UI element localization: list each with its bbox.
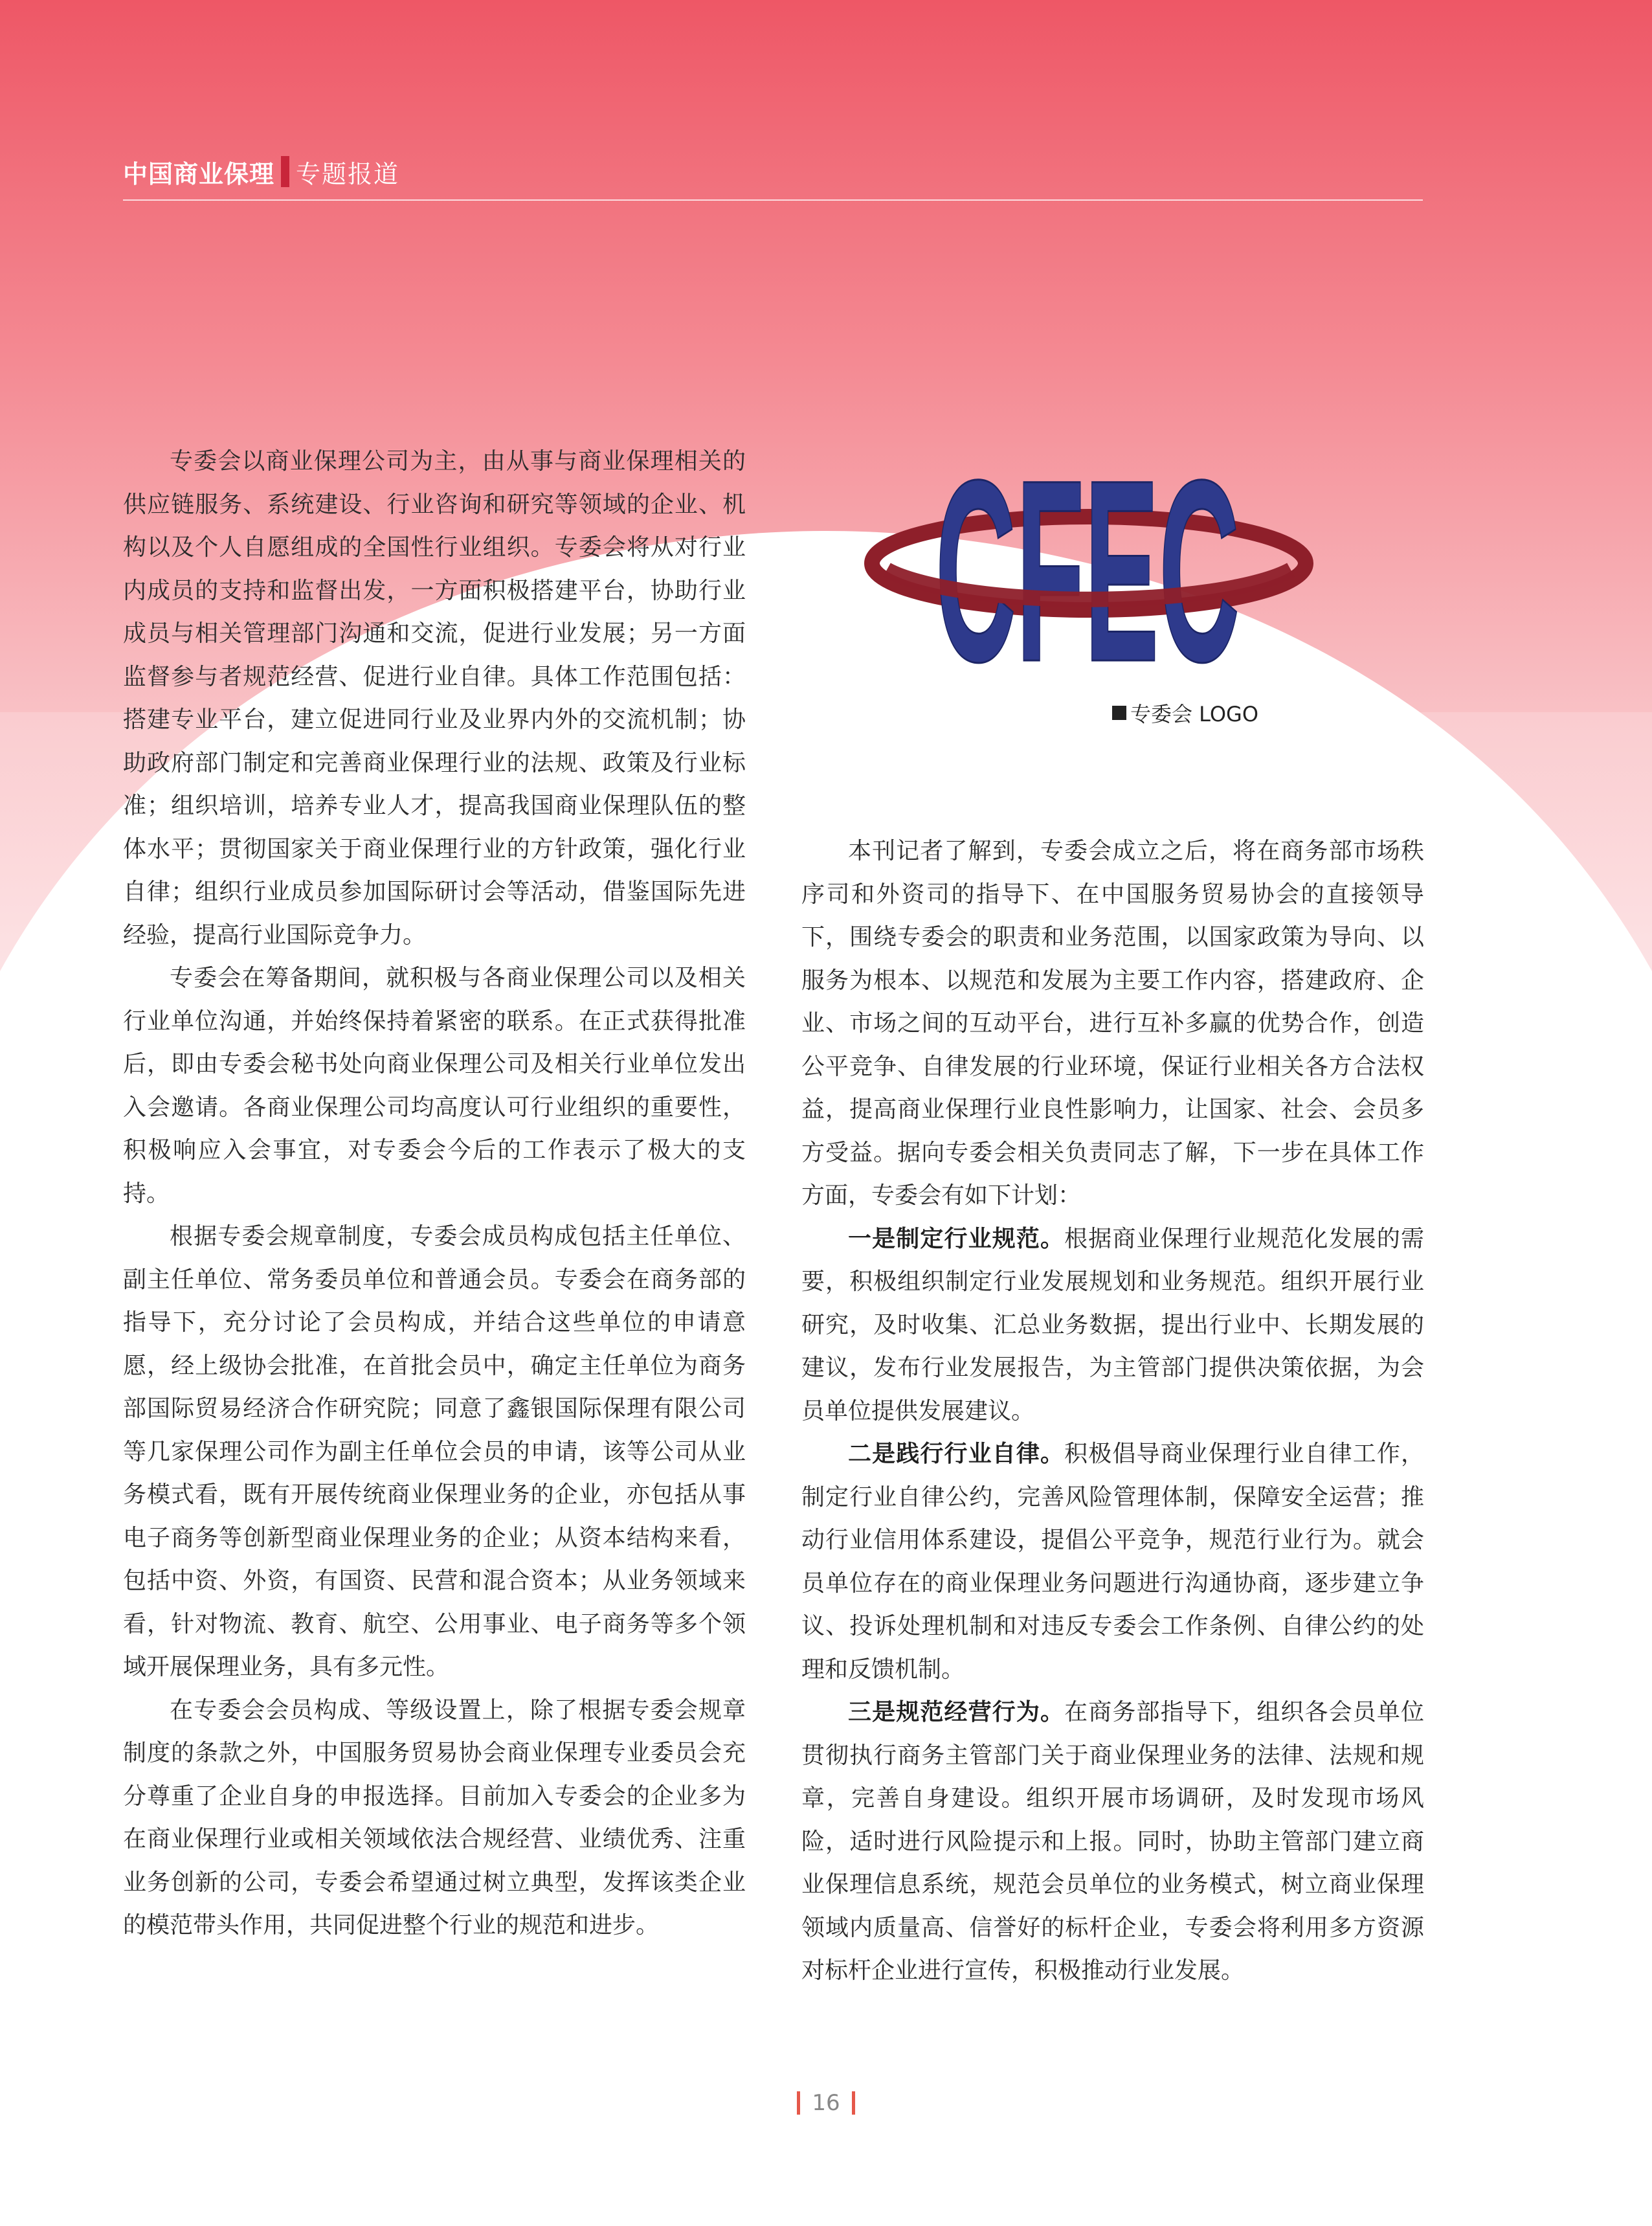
paragraph: 根据专委会规章制度，专委会成员构成包括主任单位、副主任单位、常务委员单位和普通会员。专委会在商务部的指导下，充分讨论了会员构成，并结合这些单位的申请意愿，经上级协会批准，在首批会员中，确定主任单位为商务部国际贸易经济合作研究院；同意了鑫银国际保理有限公司等几家保理公司作为副主任单位会员的申请，该等公司从业务模式看，既有开展传统商业保理业务的企业，亦包括从事电子商务等创新型商业保理业务的企业；从资本结构来看，包括中资、外资，有国资、民营和混合资本；从业务领域来看，针对物流、教育、航空、公用事业、电子商务等多个领域开展保理业务，具有多元性。 xyxy=(123,1223,746,1680)
plan-item-text: 积极倡导商业保理行业自律工作，制定行业自律公约，完善风险管理体制，保障安全运营；推动行业信用体系建设，提倡公平竞争，规范行业行为。就会员单位存在的商业保理业务问题进行沟通协商，逐步建立争议、投诉处理机制和对违反专委会工作条例、自律公约的处理和反馈机制。 xyxy=(801,1441,1424,1683)
paragraph: 在专委会会员构成、等级设置上，除了根据专委会规章制度的条款之外，中国服务贸易协会商业保理专业委员会充分尊重了企业自身的申报选择。目前加入专委会的企业多为在商业保理行业或相关领域依法合规经营、业绩优秀、注重业务创新的公司，专委会希望通过树立典型，发挥该类企业的模范带头作用，共同促进整个行业的规范和进步。 xyxy=(123,1696,746,1939)
logo-lettering: CFEC xyxy=(935,440,1240,686)
page-number-bar-left xyxy=(797,2091,800,2115)
magazine-title: 中国商业保理 xyxy=(123,159,275,188)
left-column xyxy=(123,440,746,1948)
caption-square-icon xyxy=(1112,706,1126,720)
intro-paragraph: 本刊记者了解到，专委会成立之后，将在商务部市场秩序司和外资司的指导下、在中国服务贸易协会的直接领导下，围绕专委会的职责和业务范围，以国家政策为导向、以服务为根本、以规范和发展为主要工作内容，搭建政府、企业、市场之间的互动平台，进行互补多赢的优势合作，创造公平竞争、自律发展的行业环境，保证行业相关各方合法权益，提高商业保理行业良性影响力，让国家、社会、会员多方受益。据向专委会相关负责同志了解，下一步在具体工作方面，专委会有如下计划： xyxy=(801,838,1424,1209)
paragraph: 专委会在筹备期间，就积极与各商业保理公司以及相关行业单位沟通，并始终保持着紧密的联系。在正式获得批准后，即由专委会秘书处向商业保理公司及相关行业单位发出入会邀请。各商业保理公司均高度认可行业组织的重要性，积极响应入会事宜，对专委会今后的工作表示了极大的支持。 xyxy=(123,965,746,1207)
paragraph: 专委会以商业保理公司为主，由从事与商业保理相关的供应链服务、系统建设、行业咨询和研究等领域的企业、机构以及个人自愿组成的全国性行业组织。专委会将从对行业内成员的支持和监督出发，一方面积极搭建平台，协助行业成员与相关管理部门沟通和交流，促进行业发展；另一方面监督参与者规范经营、促进行业自律。具体工作范围包括：搭建专业平台，建立促进同行业及业界内外的交流机制；协助政府部门制定和完善商业保理行业的法规、政策及行业标准；组织培训，培养专业人才，提高我国商业保理队伍的整体水平；贯彻国家关于商业保理行业的方针政策，强化行业自律；组织行业成员参加国际研讨会等活动，借鉴国际先进经验，提高行业国际竞争力。 xyxy=(123,448,746,949)
plan-item-lead: 二是践行行业自律。 xyxy=(848,1441,1065,1467)
page-number-text: 16 xyxy=(812,2090,840,2116)
page-number xyxy=(744,2090,908,2116)
cfec-logo-icon xyxy=(861,440,1314,686)
logo-caption xyxy=(1112,698,1258,728)
right-column xyxy=(801,830,1424,1993)
plan-item-text: 在商务部指导下，组织各会员单位贯彻执行商务主管部门关于商业保理业务的法律、法规和规章，完善自身建设。组织开展市场调研，及时发现市场风险，适时进行风险提示和上报。同时，协助主管部门建立商业保理信息系统，规范会员单位的业务模式，树立商业保理领域内质量高、信誉好的标杆企业，专委会将利用多方资源对标杆企业进行宣传，积极推动行业发展。 xyxy=(801,1699,1424,1984)
plan-item-lead: 一是制定行业规范。 xyxy=(848,1225,1065,1252)
plan-item xyxy=(801,1433,1424,1691)
header-accent-bar xyxy=(281,156,289,187)
plan-item-lead: 三是规范经营行为。 xyxy=(848,1699,1065,1726)
section-title: 专题报道 xyxy=(296,159,400,188)
caption-text: 专委会 LOGO xyxy=(1130,702,1259,726)
page-header xyxy=(123,149,399,194)
plan-item xyxy=(801,1691,1424,1993)
page-number-bar-right xyxy=(852,2091,855,2115)
plan-item xyxy=(801,1218,1424,1433)
plan-item-text: 根据商业保理行业规范化发展的需要，积极组织制定行业发展规划和业务规范。组织开展行业研究，及时收集、汇总业务数据，提出行业中、长期发展的建议，发布行业发展报告，为主管部门提供决策依据，为会员单位提供发展建议。 xyxy=(801,1225,1424,1424)
header-divider xyxy=(123,199,1423,201)
